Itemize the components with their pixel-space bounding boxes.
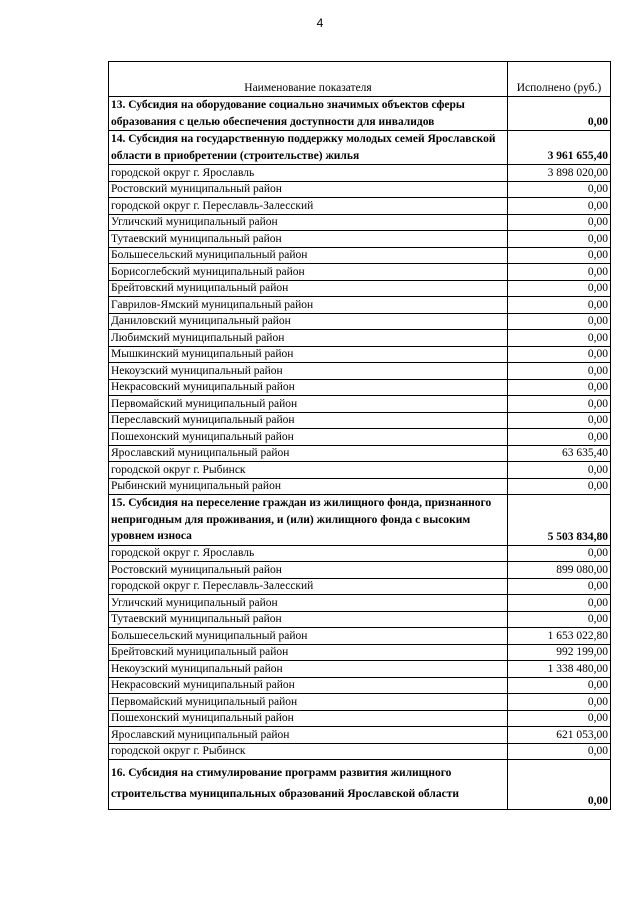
- table-row: [109, 363, 611, 380]
- table-row: [109, 181, 611, 198]
- table-row: [109, 677, 611, 694]
- table-body: [109, 97, 611, 810]
- table-row: [109, 710, 611, 727]
- section-row: [109, 97, 611, 131]
- row-value: 0,00: [508, 743, 611, 760]
- row-name: Ярославский муниципальный район: [109, 727, 508, 744]
- row-name: Ярославский муниципальный район: [109, 445, 508, 462]
- table-row: [109, 412, 611, 429]
- row-name: городской округ г. Переславль-Залесский: [109, 578, 508, 595]
- row-name: Любимский муниципальный район: [109, 330, 508, 347]
- section-total: 0,00: [508, 97, 611, 131]
- table-row: [109, 231, 611, 248]
- section-total: 3 961 655,40: [508, 131, 611, 165]
- table-row: [109, 379, 611, 396]
- row-value: 0,00: [508, 710, 611, 727]
- section-total: 0,00: [508, 760, 611, 810]
- section-row: [109, 760, 611, 810]
- section-title: 15. Субсидия на переселение граждан из жилищного фонда, признанного непригодным для проживания, и (или) жилищного фонда с высоким уровнем износа: [109, 495, 508, 546]
- row-value: 899 080,00: [508, 562, 611, 579]
- row-name: Ростовский муниципальный район: [109, 562, 508, 579]
- row-name: городской округ г. Переславль-Залесский: [109, 198, 508, 215]
- row-value: 0,00: [508, 297, 611, 314]
- row-value: 621 053,00: [508, 727, 611, 744]
- table-row: [109, 644, 611, 661]
- table-row: [109, 545, 611, 562]
- row-value: 1 338 480,00: [508, 661, 611, 678]
- row-value: 0,00: [508, 429, 611, 446]
- row-value: 0,00: [508, 694, 611, 711]
- row-value: 992 199,00: [508, 644, 611, 661]
- row-value: 63 635,40: [508, 445, 611, 462]
- row-value: 0,00: [508, 280, 611, 297]
- table-row: [109, 694, 611, 711]
- section-title: 16. Субсидия на стимулирование программ развития жилищного строительства муниципальных образований Ярославской области: [109, 760, 508, 810]
- table-row: [109, 297, 611, 314]
- table-row: [109, 429, 611, 446]
- row-value: 0,00: [508, 363, 611, 380]
- page-number: 4: [316, 16, 324, 30]
- row-name: Пошехонский муниципальный район: [109, 429, 508, 446]
- row-value: 0,00: [508, 198, 611, 215]
- row-value: 0,00: [508, 478, 611, 495]
- table-row: [109, 628, 611, 645]
- row-name: Некоузский муниципальный район: [109, 661, 508, 678]
- table-row: [109, 264, 611, 281]
- section-title: 14. Субсидия на государственную поддержку молодых семей Ярославской области в приобретении (строительстве) жилья: [109, 131, 508, 165]
- table-row: [109, 214, 611, 231]
- row-name: Первомайский муниципальный район: [109, 694, 508, 711]
- table-row: [109, 743, 611, 760]
- row-name: Некоузский муниципальный район: [109, 363, 508, 380]
- row-value: 0,00: [508, 595, 611, 612]
- row-name: Некрасовский муниципальный район: [109, 677, 508, 694]
- row-name: Угличский муниципальный район: [109, 214, 508, 231]
- row-name: Гаврилов-Ямский муниципальный район: [109, 297, 508, 314]
- row-value: 0,00: [508, 231, 611, 248]
- section-row: [109, 495, 611, 546]
- row-value: 0,00: [508, 214, 611, 231]
- row-value: 0,00: [508, 545, 611, 562]
- table-row: [109, 595, 611, 612]
- table-row: [109, 462, 611, 479]
- header-name-column: Наименование показателя: [109, 62, 508, 97]
- row-name: городской округ г. Рыбинск: [109, 743, 508, 760]
- table-row: [109, 727, 611, 744]
- row-value: 0,00: [508, 677, 611, 694]
- row-value: 1 653 022,80: [508, 628, 611, 645]
- row-name: Рыбинский муниципальный район: [109, 478, 508, 495]
- table-row: [109, 247, 611, 264]
- table-row: [109, 198, 611, 215]
- row-name: Большесельский муниципальный район: [109, 628, 508, 645]
- row-value: 0,00: [508, 330, 611, 347]
- section-row: [109, 131, 611, 165]
- row-name: городской округ г. Рыбинск: [109, 462, 508, 479]
- row-name: Мышкинский муниципальный район: [109, 346, 508, 363]
- table-row: [109, 445, 611, 462]
- row-value: 0,00: [508, 181, 611, 198]
- row-name: Переславский муниципальный район: [109, 412, 508, 429]
- table-row: [109, 396, 611, 413]
- row-name: Брейтовский муниципальный район: [109, 280, 508, 297]
- row-value: 0,00: [508, 412, 611, 429]
- row-name: Большесельский муниципальный район: [109, 247, 508, 264]
- row-value: 0,00: [508, 264, 611, 281]
- table-row: [109, 165, 611, 182]
- header-value-column: Исполнено (руб.): [508, 62, 611, 97]
- row-value: 0,00: [508, 379, 611, 396]
- row-value: 0,00: [508, 578, 611, 595]
- table-row: [109, 578, 611, 595]
- table-row: [109, 562, 611, 579]
- row-name: городской округ г. Ярославль: [109, 165, 508, 182]
- table-row: [109, 611, 611, 628]
- row-name: Даниловский муниципальный район: [109, 313, 508, 330]
- section-title: 13. Субсидия на оборудование социально значимых объектов сферы образования с целью обеспечения доступности для инвалидов: [109, 97, 508, 131]
- table-header-row: [109, 62, 611, 97]
- row-name: Тутаевский муниципальный район: [109, 231, 508, 248]
- row-name: Борисоглебский муниципальный район: [109, 264, 508, 281]
- table-row: [109, 661, 611, 678]
- row-value: 0,00: [508, 247, 611, 264]
- table-row: [109, 478, 611, 495]
- row-name: городской округ г. Ярославль: [109, 545, 508, 562]
- table-row: [109, 330, 611, 347]
- row-name: Тутаевский муниципальный район: [109, 611, 508, 628]
- row-name: Первомайский муниципальный район: [109, 396, 508, 413]
- table-row: [109, 280, 611, 297]
- row-value: 0,00: [508, 611, 611, 628]
- table-row: [109, 346, 611, 363]
- table-row: [109, 313, 611, 330]
- row-value: 0,00: [508, 346, 611, 363]
- row-name: Ростовский муниципальный район: [109, 181, 508, 198]
- report-table: [108, 61, 611, 810]
- row-value: 0,00: [508, 313, 611, 330]
- row-value: 0,00: [508, 396, 611, 413]
- row-name: Угличский муниципальный район: [109, 595, 508, 612]
- row-name: Некрасовский муниципальный район: [109, 379, 508, 396]
- row-value: 0,00: [508, 462, 611, 479]
- row-name: Пошехонский муниципальный район: [109, 710, 508, 727]
- section-total: 5 503 834,80: [508, 495, 611, 546]
- row-name: Брейтовский муниципальный район: [109, 644, 508, 661]
- row-value: 3 898 020,00: [508, 165, 611, 182]
